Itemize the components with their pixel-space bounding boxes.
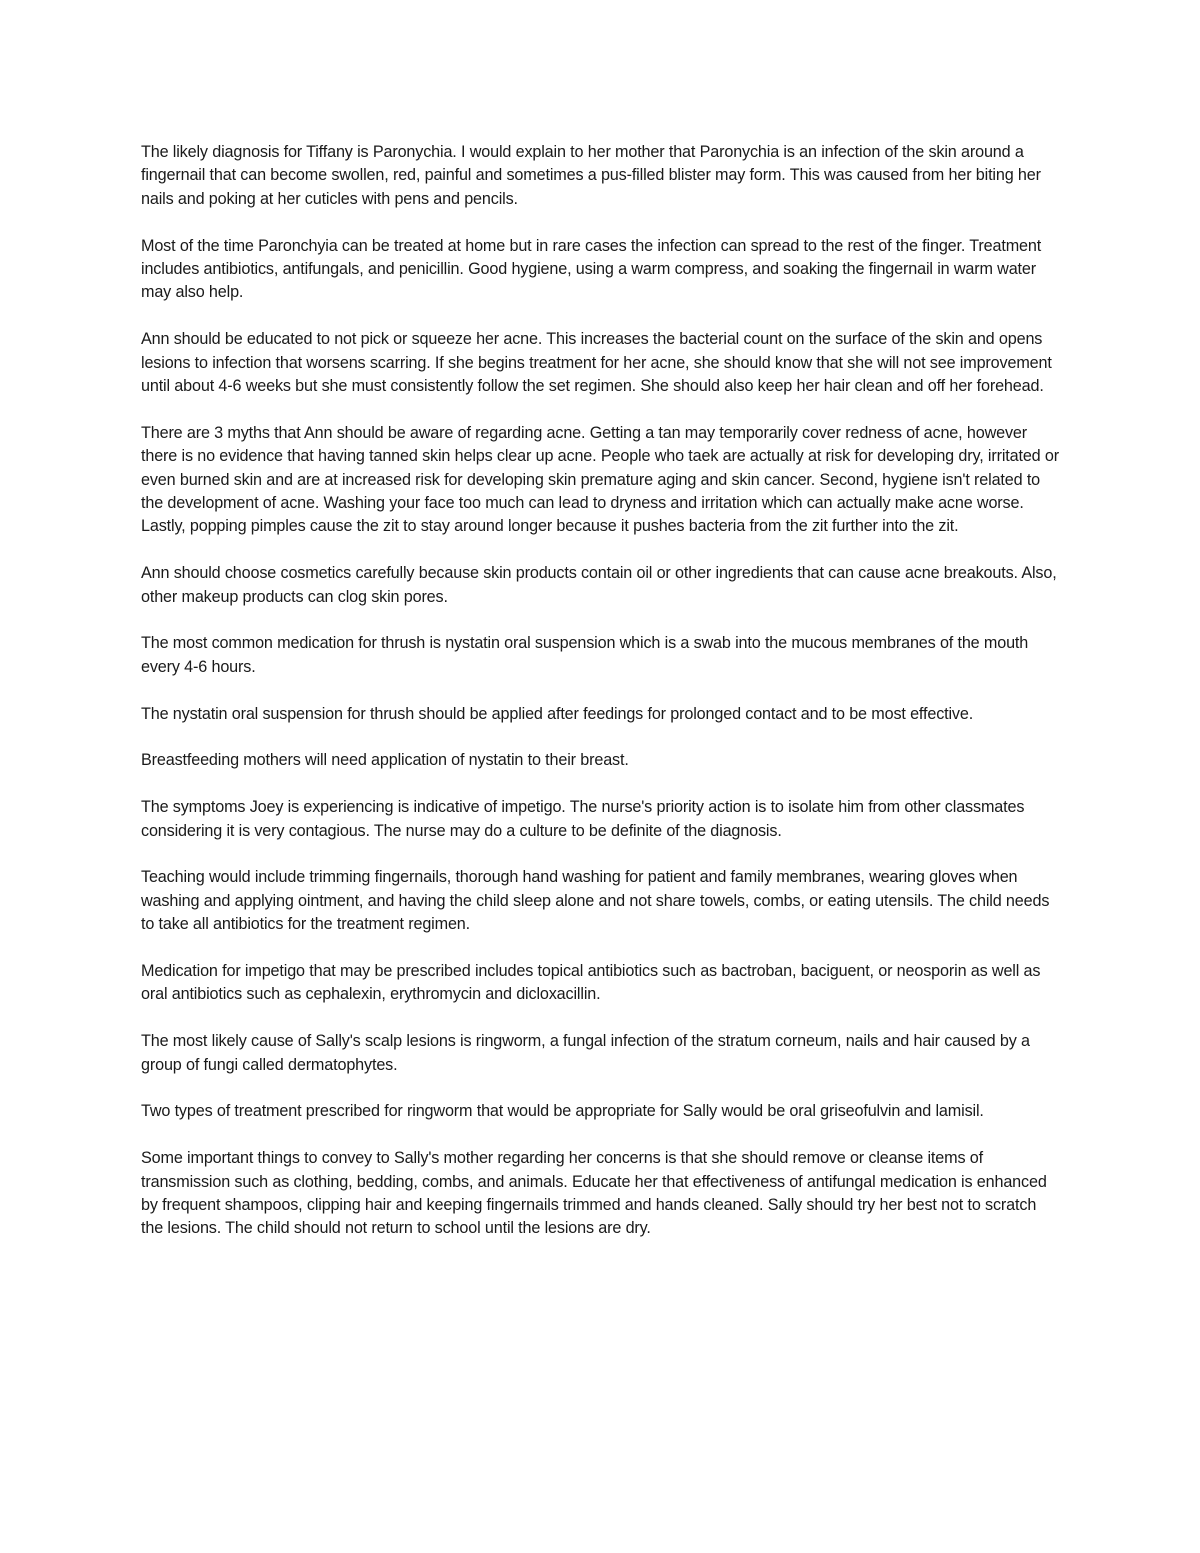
- paragraph-paronychia-treatment: Most of the time Paronchyia can be treated at home but in rare cases the infection can spread to the rest of the finger. Treatment includes antibiotics, antifungals, and penicillin. Good hygiene, using a warm compress, and soaking the fingernail in warm water may also help.: [141, 236, 1042, 302]
- paragraph-thrush-medication: The most common medication for thrush is nystatin oral suspension which is a swab into the mucous membranes of the mouth every 4-6 hours.: [141, 634, 1029, 676]
- paragraph-impetigo-teaching: Teaching would include trimming fingernails, thorough hand washing for patient and family membranes, wearing gloves when washing and applying ointment, and having the child sleep alone and not share towels, combs, or eating utensils. The child needs to take all antibiotics for the treatment regimen.: [141, 868, 1050, 934]
- paragraph-ringworm-education: Some important things to convey to Sally's mother regarding her concerns is that she should remove or cleanse items of transmission such as clothing, bedding, combs, and animals. Educate her that effectiveness of antifungal medication is enhanced by frequent shampoos, clipping hair and keeping fingernails trimmed and hands cleaned. Sally should try her best not to scratch the lesions. The child should not return to school until the lesions are dry.: [141, 1149, 1047, 1238]
- paragraph-ringworm-treatment: Two types of treatment prescribed for ringworm that would be appropriate for Sally would be oral griseofulvin and lamisil.: [141, 1102, 984, 1121]
- paragraph-impetigo-medication: Medication for impetigo that may be prescribed includes topical antibiotics such as bactroban, baciguent, or neosporin as well as oral antibiotics such as cephalexin, erythromycin and dicloxacillin.: [141, 962, 1041, 1004]
- paragraph-ringworm-cause: The most likely cause of Sally's scalp lesions is ringworm, a fungal infection of the stratum corneum, nails and hair caused by a group of fungi called dermatophytes.: [141, 1032, 1030, 1074]
- paragraph-breastfeeding: Breastfeeding mothers will need application of nystatin to their breast.: [141, 751, 629, 770]
- paragraph-impetigo-diagnosis: The symptoms Joey is experiencing is indicative of impetigo. The nurse's priority action is to isolate him from other classmates considering it is very contagious. The nurse may do a culture to be definite of the diagnosis.: [141, 798, 1025, 840]
- paragraph-nystatin-application: The nystatin oral suspension for thrush should be applied after feedings for prolonged contact and to be most effective.: [141, 704, 974, 723]
- paragraph-acne-education: Ann should be educated to not pick or squeeze her acne. This increases the bacterial count on the surface of the skin and opens lesions to infection that worsens scarring. If she begins treatment for her acne, she should know that she will not see improvement until about 4-6 weeks but she must consistently follow the set regimen. She should also keep her hair clean and off her forehead.: [141, 330, 1052, 396]
- document-page: [141, 141, 1061, 1264]
- paragraph-cosmetics: Ann should choose cosmetics carefully because skin products contain oil or other ingredients that can cause acne breakouts. Also, other makeup products can clog skin pores.: [141, 564, 1057, 606]
- paragraph-paronychia-diagnosis: The likely diagnosis for Tiffany is Paronychia. I would explain to her mother that Paronychia is an infection of the skin around a fingernail that can become swollen, red, painful and sometimes a pus-filled blister may form. This was caused from her biting her nails and poking at her cuticles with pens and pencils.: [141, 143, 1041, 208]
- paragraph-acne-myths: There are 3 myths that Ann should be aware of regarding acne. Getting a tan may temporarily cover redness of acne, however there is no evidence that having tanned skin helps clear up acne. People who taek are actually at risk for developing dry, irritated or even burned skin and are at increased risk for developing skin premature aging and skin cancer. Second, hygiene isn't related to the development of acne. Washing your face too much can lead to dryness and irritation which can actually make acne worse. Lastly, popping pimples cause the zit to stay around longer because it pushes bacteria from the zit further into the zit.: [141, 423, 1059, 536]
